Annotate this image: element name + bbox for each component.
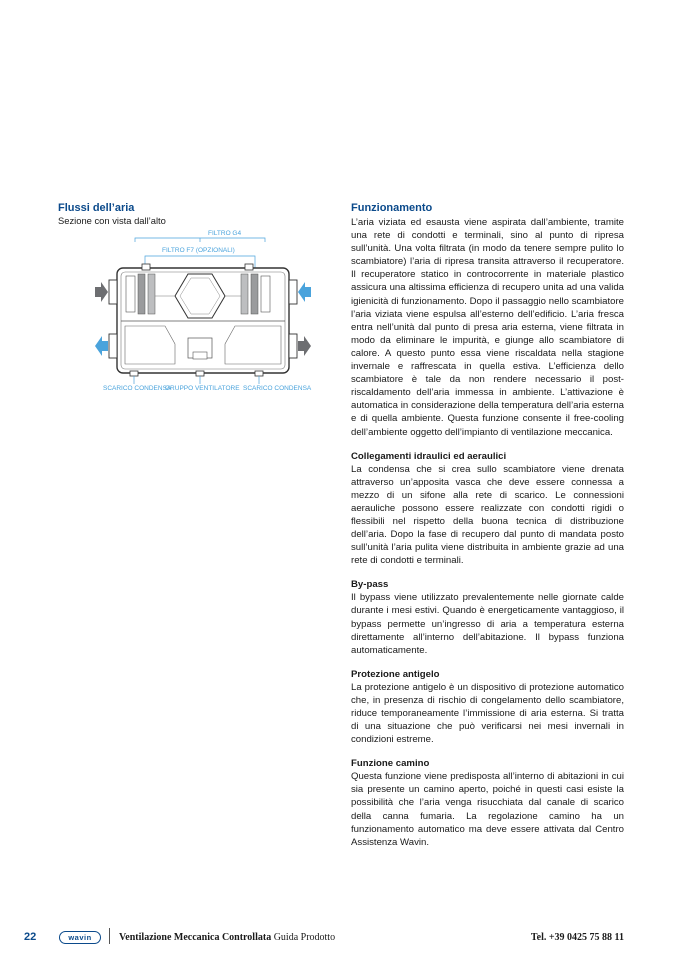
filter-right-f7 xyxy=(241,274,248,314)
section-title-air-flows: Flussi dell’aria xyxy=(58,202,135,214)
paragraph-connections: La condensa che si crea sullo scambiatore viene drenata attraverso un’apposita vasca che deve essere connessa a mezzo di un sifone alla rete di scarico. Le connessioni aerauliche possono essere realizzate con condotti rigidi o flessibili nel rispetto della buona tecnica di distribuzione dell’aria. Dopo la fase di recupero dal punto di mandata posto sull’unità l’aria pulita viene distribuita in ambiente grazie ad una rete di condotti e terminali. xyxy=(351,463,624,567)
heading-bypass: By-pass xyxy=(351,579,389,591)
heading-antifreeze: Protezione antigelo xyxy=(351,668,440,680)
paragraph-bypass: Il bypass viene utilizzato prevalentemente nelle giornate calde durante i mesi estivi. Quando è energeticamente vantaggioso, il bypass permette un’ingresso di aria a temperatura esterna direttamente all’interno dell’abitazione. Il bypass funziona automaticamente. xyxy=(351,592,624,656)
label-fan-group: GRUPPO VENTILATORE xyxy=(165,385,240,392)
label-filter-f7: FILTRO F7 (OPZIONALI) xyxy=(162,247,235,254)
label-condensate-right: SCARICO CONDENSA xyxy=(243,385,312,392)
air-flow-diagram xyxy=(95,226,325,396)
port-top-right xyxy=(245,264,253,270)
footer-title-bold: Ventilazione Meccanica Controllata xyxy=(119,932,272,943)
filter-left-f7 xyxy=(148,274,155,314)
wavin-logo: wavin xyxy=(59,931,101,944)
page-number: 22 xyxy=(24,931,37,943)
section-subtitle: Sezione con vista dall’alto xyxy=(58,215,166,226)
label-condensate-left: SCARICO CONDENSA xyxy=(103,385,172,392)
footer-title xyxy=(119,932,335,943)
arrow-in-top-left xyxy=(95,282,108,302)
filter-left-g4 xyxy=(138,274,145,314)
heading-fireplace: Funzione camino xyxy=(351,758,430,770)
footer-title-rest: Guida Prodotto xyxy=(273,932,336,943)
heading-connections: Collegamenti idraulici ed aeraulici xyxy=(351,450,507,462)
footer-divider xyxy=(109,928,110,944)
filter-right-g4 xyxy=(251,274,258,314)
bracket-f7 xyxy=(145,256,255,260)
port-top-left xyxy=(142,264,150,270)
paragraph-fireplace: Questa funzione viene predisposta all’interno di abitazioni in cui sia presente un camino aperto, poiché in questi casi esiste la possibilità che l’aria venga risucchiata dal canale di scarico della canna fumaria. La regolazione camino ha un funzionamento automatico ma deve essere attivata dal Centro Assistenza Wavin. xyxy=(351,771,624,848)
section-title-operation: Funzionamento xyxy=(351,202,433,214)
paragraph-operation: L’aria viziata ed esausta viene aspirata dall’ambiente, tramite una rete di condotti e terminali, sino al punto di ripresa sull’unità. Una volta filtrata (in modo da tenere sempre pulito lo scambiatore) l’aria di ripresa transita attraverso il recuperatore. Il recuperatore statico in controcorrente in materiale plastico assicura una altissima efficienza di recupero unita ad una valida igienicità di funzionamento. Dopo il passaggio nello scambiatore l’aria viziata viene espulsa all’esterno dell’edificio. L’aria fresca entra nell’unità dal punto di presa aria esterna, viene filtrata in modo da eliminare le impurità, e giunge allo scambiatore di calore. A questo punto essa viene riscaldata nella stagione invernale e raffrescata in quella estiva. L’efficienza dello scambiatore è tale da non rendere necessario il post-riscaldamento dell’aria immessa in ambiente. L’attivazione è automatica in considerazione della temperatura dell’aria esterna e di quella ambiente. Questa funzione consente il free-cooling dell’ambiente oggetto dell’impianto di ventilazione meccanica. xyxy=(351,217,624,438)
footer-phone: Tel. +39 0425 75 88 11 xyxy=(530,932,624,943)
text-column xyxy=(351,202,624,860)
arrow-in-top-right xyxy=(298,282,311,302)
paragraph-antifreeze: La protezione antigelo è un dispositivo di protezione automatico che, in presenza di rischio di congelamento dello scambiatore, riduce temporaneamente l’immissione di aria esterna. Si tratta di una situazione che può verificarsi nei mesi invernali in condizioni estreme. xyxy=(351,681,624,746)
arrow-out-bottom-right xyxy=(298,336,311,356)
arrow-out-bottom-left xyxy=(95,336,108,356)
page-footer xyxy=(0,928,678,948)
label-filter-g4: FILTRO G4 xyxy=(208,230,242,237)
